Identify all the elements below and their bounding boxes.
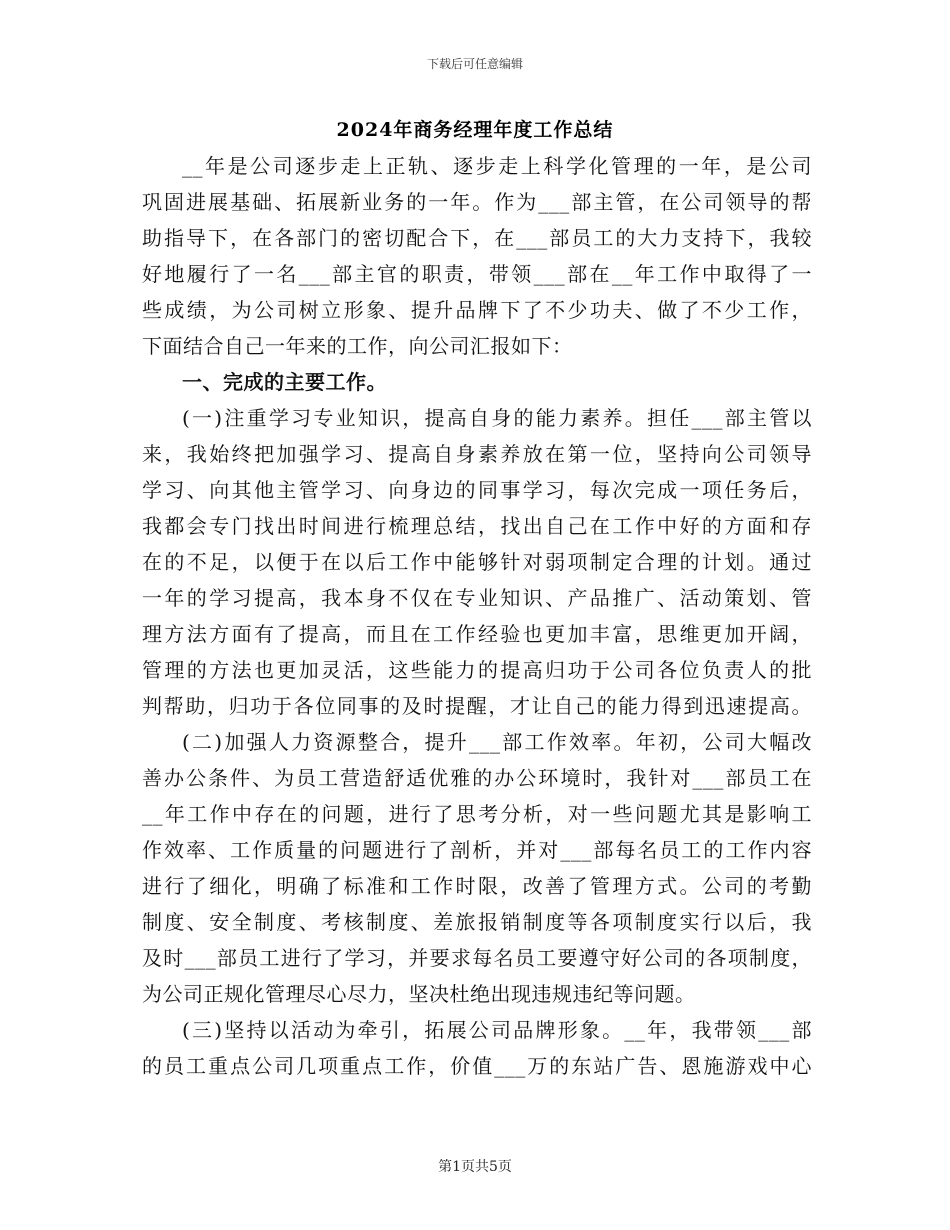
body-text-line: 助指导下，在各部门的密切配合下，在___部员工的大力支持下，我较: [142, 226, 812, 250]
body-text-line: 在的不足，以便于在以后工作中能够针对弱项制定合理的计划。通过: [142, 550, 812, 574]
header-note: 下载后可任意编辑: [426, 57, 523, 71]
body-text-line: (二)加强人力资源整合，提升___部工作效率。年初，公司大幅改: [182, 730, 812, 754]
page-footer: 第1页共5页: [438, 1159, 512, 1175]
body-text-line: (三)坚持以活动为牵引，拓展公司品牌形象。__年，我带领___部: [182, 1018, 812, 1042]
body-text-line: 判帮助，归功于各位同事的及时提醒，才让自己的能力得到迅速提高。: [142, 694, 812, 718]
body-text-line: 作效率、工作质量的问题进行了剖析，并对___部每名员工的工作内容: [142, 838, 812, 862]
document-title: 2024年商务经理年度工作总结: [336, 119, 614, 141]
body-text-line: 理方法方面有了提高，而且在工作经验也更加丰富，思维更加开阔，: [142, 622, 812, 646]
body-text-line: 管理的方法也更加灵活，这些能力的提高归功于公司各位负责人的批: [142, 658, 812, 682]
body-text-line: 制度、安全制度、考核制度、差旅报销制度等各项制度实行以后，我: [142, 910, 812, 934]
body-text-line: 进行了细化，明确了标准和工作时限，改善了管理方式。公司的考勤: [142, 874, 812, 898]
body-text-line: 下面结合自己一年来的工作，向公司汇报如下：: [142, 334, 573, 358]
body-text-line: 好地履行了一名___部主官的职责，带领___部在__年工作中取得了一: [142, 262, 812, 286]
body-text-line: (一)注重学习专业知识，提高自身的能力素养。担任___部主管以: [182, 406, 812, 430]
body-text-line: 来，我始终把加强学习、提高自身素养放在第一位，坚持向公司领导: [142, 442, 812, 466]
body-text-line: __年是公司逐步走上正轨、逐步走上科学化管理的一年，是公司: [182, 154, 812, 178]
body-text-line: 学习、向其他主管学习、向身边的同事学习，每次完成一项任务后，: [142, 478, 812, 502]
body-text-line: 的员工重点公司几项重点工作，价值___万的东站广告、恩施游戏中心: [142, 1054, 812, 1078]
body-text-line: 及时___部员工进行了学习，并要求每名员工要遵守好公司的各项制度，: [142, 946, 812, 970]
body-text-line: 一年的学习提高，我本身不仅在专业知识、产品推广、活动策划、管: [142, 586, 812, 610]
body-text-line: 巩固进展基础、拓展新业务的一年。作为___部主管，在公司领导的帮: [142, 190, 812, 214]
section-heading: 一、完成的主要工作。: [182, 370, 387, 394]
body-text-line: 善办公条件、为员工营造舒适优雅的办公环境时，我针对___部员工在: [142, 766, 812, 790]
body-text-line: 我都会专门找出时间进行梳理总结，找出自己在工作中好的方面和存: [142, 514, 812, 538]
body-text-line: 为公司正规化管理尽心尽力，坚决杜绝出现违规违纪等问题。: [142, 982, 696, 1006]
body-text-line: __年工作中存在的问题，进行了思考分析，对一些问题尤其是影响工: [142, 802, 812, 826]
document-body: [142, 148, 812, 1084]
body-text-line: 些成绩，为公司树立形象、提升品牌下了不少功夫、做了不少工作，: [142, 298, 812, 322]
